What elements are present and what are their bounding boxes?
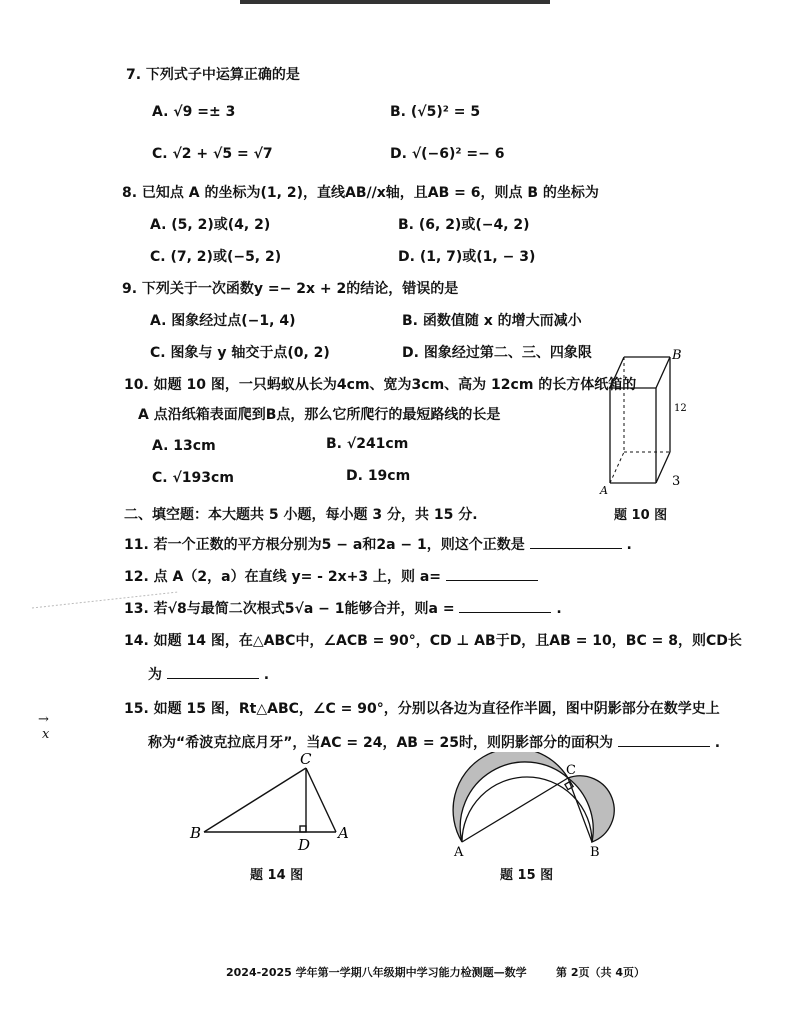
q12-text: 12. 点 A（2，a）在直线 y= - 2x+3 上，则 a= [124,566,538,586]
q11-text: 11. 若一个正数的平方根分别为5 − a和2a − 1，则这个正数是 . [124,534,632,554]
q7-option-d: D. √(−6)² =− 6 [390,146,505,162]
fig14-label-c: C [300,752,312,768]
fig15-label-a: A [454,845,464,860]
q10-option-a: A. 13cm [152,438,216,454]
q15-line1: 15. 如题 15 图，Rt△ABC，∠C = 90°，分别以各边为直径作半圆，图中阴影部分在数学史上 [124,701,720,717]
q10-line1: 10. 如题 10 图，一只蚂蚁从长为4cm、宽为3cm、高为 12cm 的长方体纸箱的 [124,377,637,393]
q9-option-b: B. 函数值随 x 的增大而减小 [402,313,582,329]
q9-stem: 9. 下列关于一次函数y =− 2x + 2的结论，错误的是 [122,281,459,297]
fig10-label-b: B [672,348,682,363]
fig14-label-d: D [298,836,311,854]
fig10-caption: 题 10 图 [614,508,668,523]
fig10-width-label: 3 [672,474,681,489]
q8-option-b: B. (6, 2)或(−4, 2) [398,217,530,233]
q10-option-d: D. 19cm [346,468,411,484]
fig15-lune-diagram [446,752,626,862]
q7-option-b: B. (√5)² = 5 [390,104,481,120]
fig10-box-diagram [598,345,698,505]
fig14-triangle-diagram [184,752,364,857]
fig14-label-a: A [338,824,349,842]
fig10-label-a: A [600,484,608,497]
fig10-height-label: 12 [674,403,687,414]
q15-answer-blank[interactable] [618,732,710,747]
q8-option-c: C. (7, 2)或(−5, 2) [150,249,282,265]
footer-page-number: 第 2页（共 4页） [556,966,645,979]
q8-stem: 8. 已知点 A 的坐标为(1, 2)，直线AB//x轴，且AB = 6，则点 B 的坐标为 [122,185,599,201]
section2-header: 二、填空题：本大题共 5 小题，每小题 3 分，共 15 分. [124,507,478,523]
q7-option-c: C. √2 + √5 = √7 [152,146,273,162]
q12-answer-blank[interactable] [446,566,538,581]
margin-mark: → x [38,712,50,742]
fig15-label-b: B [590,845,600,860]
q11-answer-blank[interactable] [530,534,622,549]
q13-text: 13. 若√8与最简二次根式5√a − 1能够合并，则a = . [124,598,562,618]
scan-top-edge [240,0,550,4]
q7-option-a: A. √9 =± 3 [152,104,236,120]
q14-answer-blank[interactable] [167,664,259,679]
q14-line1: 14. 如题 14 图，在△ABC中，∠ACB = 90°，CD ⊥ AB于D，且AB = 10，BC = 8，则CD长 [124,633,742,649]
q8-option-a: A. (5, 2)或(4, 2) [150,217,271,233]
q10-option-b: B. √241cm [326,436,409,452]
q10-line2: A 点沿纸箱表面爬到B点，那么它所爬行的最短路线的长是 [138,407,501,423]
q10-option-c: C. √193cm [152,470,234,486]
q15-line2: 称为“希波克拉底月牙”，当AC = 24，AB = 25时，则阴影部分的面积为 . [148,732,720,752]
footer-title: 2024-2025 学年第一学期八年级期中学习能力检测题—数学 [226,966,527,979]
q7-stem: 7. 下列式子中运算正确的是 [126,67,300,83]
fig14-label-b: B [190,824,202,842]
q9-option-c: C. 图象与 y 轴交于点(0, 2) [150,345,330,361]
q9-option-d: D. 图象经过第二、三、四象限 [402,345,592,361]
q9-option-a: A. 图象经过点(−1, 4) [150,313,296,329]
fig15-caption: 题 15 图 [500,868,554,883]
q14-line2: 为 . [148,664,269,684]
margin-arrow-icon: → [38,712,49,727]
q13-answer-blank[interactable] [459,598,551,613]
fig14-caption: 题 14 图 [250,868,304,883]
fig15-label-c: C [566,763,576,778]
q8-option-d: D. (1, 7)或(1, − 3) [398,249,536,265]
